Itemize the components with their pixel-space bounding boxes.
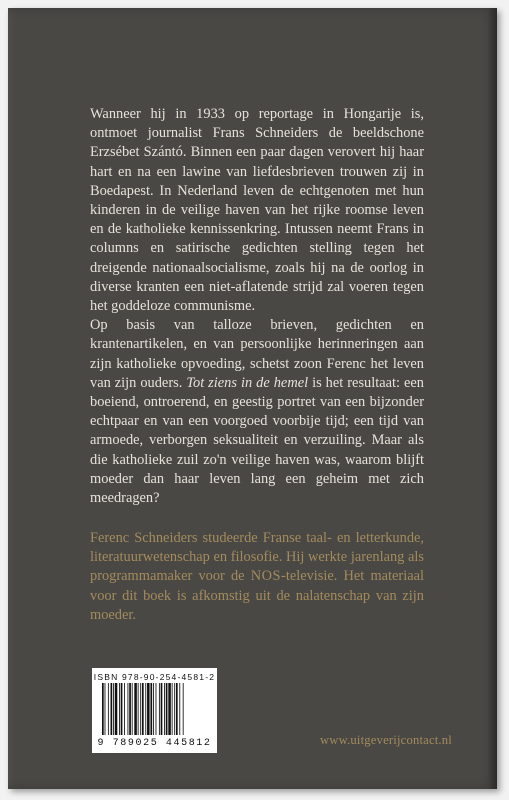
- barcode-bar: [111, 683, 113, 735]
- barcode-bar: [179, 683, 180, 735]
- barcode-bar: [172, 683, 173, 735]
- barcode-bar: [134, 683, 137, 735]
- blurb-paragraph-2-end: is het resultaat: een boeiend, ontroerend, en geestig portret van een bijzonder echtpaar en van een voorgoed voorbije tijd; een tijd van armoede, verborgen seksualiteit en verzuiling. Maar als die katholieke zuil zo'n veilige haven was, waarom blijft moeder dan haar leven lang een geheim met zich meedragen?: [90, 374, 424, 507]
- barcode-bar: [113, 683, 114, 735]
- barcode-bar: [129, 683, 131, 735]
- book-title-italic: Tot ziens in de hemel: [186, 374, 309, 391]
- barcode-bar: [115, 683, 118, 735]
- barcode-bar: [138, 683, 139, 735]
- barcode-bar: [128, 683, 129, 735]
- barcode-bar: [168, 683, 171, 735]
- barcode-bar: [150, 683, 152, 735]
- barcode-bar: [140, 683, 141, 735]
- barcode-bar: [145, 683, 146, 735]
- barcode-icon: [102, 683, 207, 735]
- barcode-bar: [176, 683, 178, 735]
- blurb-paragraph-2: [90, 316, 424, 508]
- barcode-bar: [156, 683, 157, 735]
- blurb-paragraph-1: Wanneer hij in 1933 op reportage in Hongarije is, ontmoet journalist Frans Schneiders de beeldschone Erzsébet Szántó. Binnen een paar dagen verovert hij haar hart en na een lawine van liefdesbrieven trouwen zij in Boedapest. In Nederland leven de echtgenoten met hun kinderen in de veilige haven van het rijke roomse leven en de katholieke kennissenkring. Intussen neemt Frans in columns en satirische gedichten stelling tegen het dreigende nationaalsocialisme, zoals hij na de oorlog in diverse kranten een niet-aflatende strijd zal voeren tegen het goddeloze communisme.: [90, 106, 424, 315]
- author-bio-end: -televisie. Het materiaal voor dit boek is afkomstig uit de nalatenschap van zijn moeder.: [90, 568, 424, 623]
- isbn-digits: 9 789025 445812: [97, 738, 212, 749]
- barcode-bar: [159, 683, 160, 735]
- barcode-bar: [102, 683, 104, 735]
- blurb-paragraph-2-start: Op basis van talloze brieven, gedichten en krantenartikelen, en van persoonlijke herinneringen aan zijn katholieke opvoeding, schetst zoon Ferenc het leven van zijn ouders.: [90, 317, 424, 391]
- barcode-bar: [183, 683, 184, 735]
- barcode-bar: [164, 683, 165, 735]
- barcode-bar: [153, 683, 154, 735]
- barcode-bar: [174, 683, 175, 735]
- barcode-bar: [108, 683, 109, 735]
- barcode-bar: [119, 683, 120, 735]
- barcode-bar: [147, 683, 150, 735]
- barcode-bar: [161, 683, 163, 735]
- barcode-bar: [124, 683, 125, 735]
- network-name: NOS: [250, 568, 282, 585]
- barcode-bar: [132, 683, 133, 735]
- barcode-bar: [142, 683, 144, 735]
- barcode-bar: [166, 683, 168, 735]
- blurb-text: [90, 105, 424, 508]
- author-bio-paragraph: [90, 529, 424, 625]
- author-bio: [90, 529, 424, 625]
- barcode-bar: [121, 683, 123, 735]
- publisher-website: www.uitgeverijcontact.nl: [320, 733, 452, 747]
- isbn-barcode: [92, 668, 217, 753]
- book-back-cover: [8, 8, 497, 789]
- cover-edge: [489, 8, 497, 789]
- isbn-label: ISBN 978-90-254-4581-2: [93, 672, 216, 682]
- barcode-bar: [105, 683, 106, 735]
- author-bio-start: Ferenc Schneiders studeerde Franse taal- en letterkunde, literatuurwetenschap en filosofie. Hij werkte jarenlang als programmamaker voor de: [90, 530, 424, 585]
